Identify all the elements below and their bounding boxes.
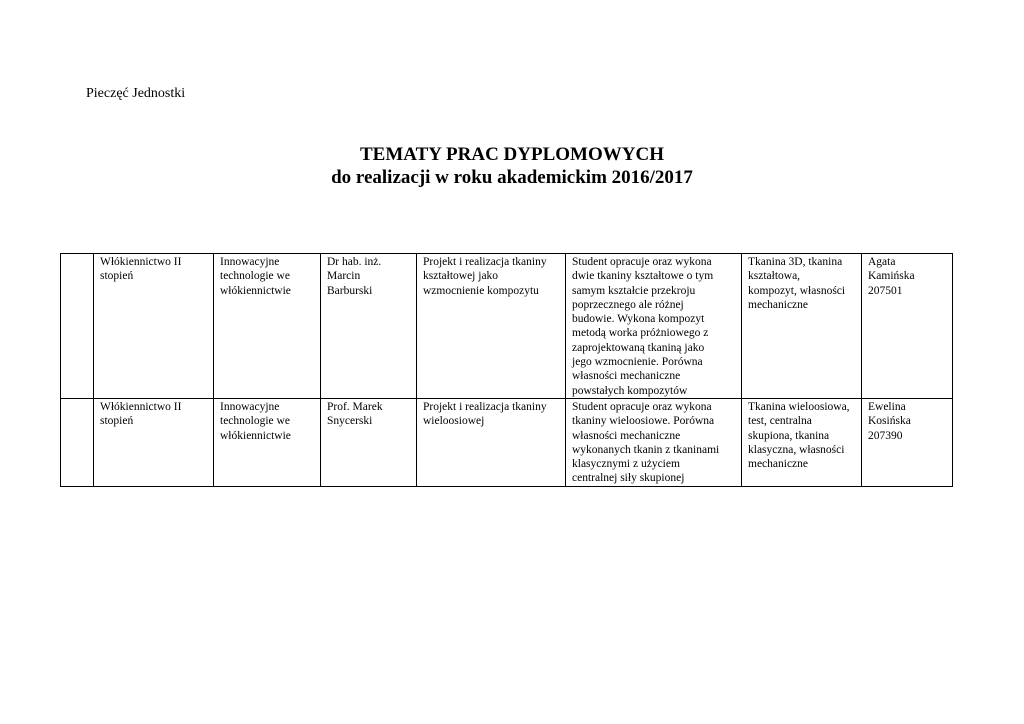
student-line: 207501: [868, 284, 903, 297]
keywords-line: kształtowa,: [748, 270, 801, 283]
student-line: Ewelina: [868, 400, 906, 413]
field-of-study-line: Włókiennictwo II: [100, 256, 182, 268]
specialty-line: włókiennictwie: [220, 284, 291, 297]
description-line: metodą worka próżniowego z: [572, 327, 709, 340]
field-of-study-cell: [94, 254, 214, 399]
title-line-1: TEMATY PRAC DYPLOMOWYCH: [360, 144, 664, 165]
keywords-cell: [742, 398, 862, 486]
description-line: powstałych kompozytów: [572, 384, 688, 397]
thesis-topic-line: Projekt i realizacja tkaniny: [423, 256, 547, 268]
row-number-cell: [61, 398, 94, 486]
supervisor-cell: [321, 398, 417, 486]
thesis-topic-cell: [417, 254, 566, 399]
keywords-line: skupiona, tkanina: [748, 429, 830, 442]
supervisor-line: Snycerski: [327, 415, 373, 428]
supervisor-line: Prof. Marek: [327, 400, 383, 413]
description-line: poprzecznego ale różnej: [572, 298, 684, 311]
student-line: 207390: [868, 429, 903, 442]
description-line: tkaniny wieloosiowe. Porówna: [572, 415, 715, 428]
row-number-cell: [61, 254, 94, 399]
supervisor-cell: [321, 254, 417, 399]
supervisor-line: Dr hab. inż.: [327, 256, 382, 268]
description-line: centralnej siły skupionej: [572, 472, 685, 485]
title-line-2: do realizacji w roku akademickim 2016/2017: [331, 167, 693, 188]
field-of-study-line: stopień: [100, 415, 134, 428]
thesis-topic-line: kształtowej jako: [423, 270, 499, 283]
field-of-study-line: stopień: [100, 270, 134, 283]
keywords-line: mechaniczne: [748, 298, 809, 311]
description-line: klasycznymi z użyciem: [572, 458, 680, 471]
description-line: Student opracuje oraz wykona: [572, 256, 712, 268]
keywords-line: mechaniczne: [748, 458, 809, 471]
thesis-topics-table: [60, 253, 953, 487]
description-line: zaprojektowaną tkaniną jako: [572, 341, 705, 354]
student-line: Agata: [868, 256, 896, 268]
description-line: budowie. Wykona kompozyt: [572, 313, 705, 326]
specialty-line: Innowacyjne: [220, 256, 280, 268]
specialty-line: włókiennictwie: [220, 429, 291, 442]
student-cell: [862, 398, 953, 486]
description-line: własności mechaniczne: [572, 429, 681, 442]
description-line: Student opracuje oraz wykona: [572, 400, 712, 413]
keywords-line: Tkanina 3D, tkanina: [748, 256, 843, 268]
description-line: jego wzmocnienie. Porówna: [572, 356, 703, 369]
table-row: [61, 398, 953, 486]
supervisor-line: Marcin: [327, 270, 361, 283]
thesis-topic-line: wieloosiowej: [423, 415, 485, 428]
keywords-line: Tkanina wieloosiowa,: [748, 400, 850, 413]
description-line: dwie tkaniny kształtowe o tym: [572, 270, 714, 283]
student-line: Kosińska: [868, 415, 911, 428]
keywords-line: kompozyt, własności: [748, 284, 846, 297]
keywords-cell: [742, 254, 862, 399]
thesis-topic-cell: [417, 398, 566, 486]
student-line: Kamińska: [868, 270, 915, 283]
unit-stamp-label: Pieczęć Jednostki: [86, 86, 186, 101]
thesis-topic-line: wzmocnienie kompozytu: [423, 284, 539, 297]
specialty-line: Innowacyjne: [220, 400, 280, 413]
table-row: [61, 254, 953, 399]
student-cell: [862, 254, 953, 399]
document-title: [0, 143, 1024, 189]
specialty-cell: [214, 398, 321, 486]
specialty-cell: [214, 254, 321, 399]
specialty-line: technologie we: [220, 415, 290, 428]
field-of-study-line: Włókiennictwo II: [100, 400, 182, 413]
thesis-topic-line: Projekt i realizacja tkaniny: [423, 400, 547, 413]
description-line: własności mechaniczne: [572, 370, 681, 383]
keywords-line: klasyczna, własności: [748, 443, 845, 456]
specialty-line: technologie we: [220, 270, 290, 283]
field-of-study-cell: [94, 398, 214, 486]
description-cell: [566, 398, 742, 486]
supervisor-line: Barburski: [327, 284, 373, 297]
description-cell: [566, 254, 742, 399]
keywords-line: test, centralna: [748, 415, 812, 428]
description-line: wykonanych tkanin z tkaninami: [572, 443, 720, 456]
description-line: samym kształcie przekroju: [572, 284, 696, 297]
